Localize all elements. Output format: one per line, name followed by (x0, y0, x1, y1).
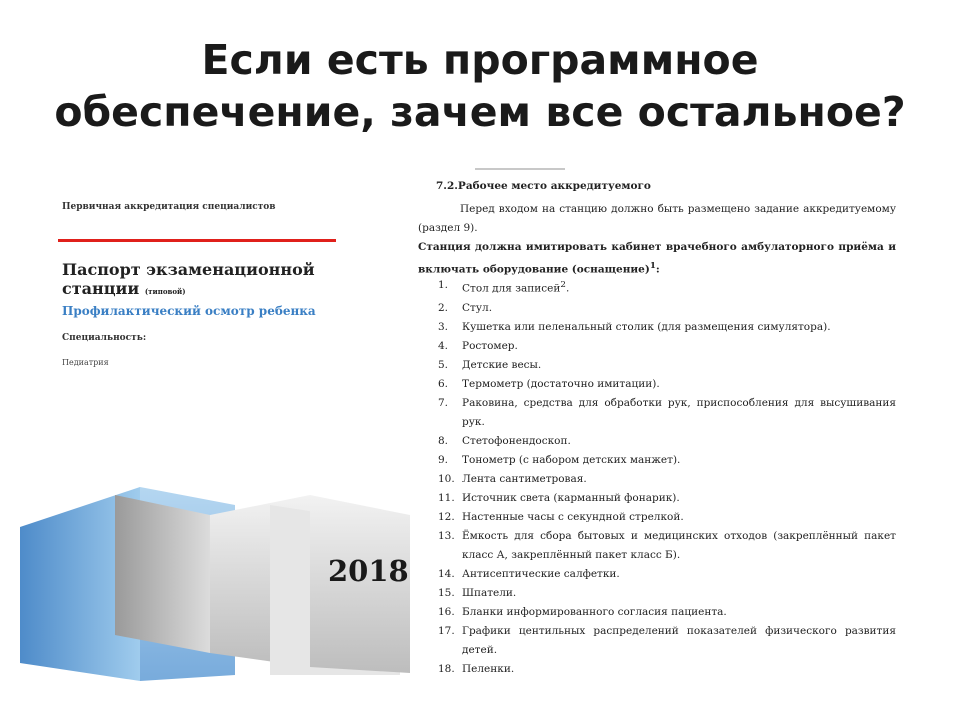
document-page (410, 168, 900, 675)
equipment-item-number: 12. (438, 510, 455, 523)
equipment-item (438, 451, 896, 470)
equipment-item (438, 470, 896, 489)
equipment-item (438, 527, 896, 565)
document-bold-end: : (655, 263, 660, 276)
equipment-item-text (462, 565, 896, 584)
equipment-item-number: 8. (438, 434, 449, 447)
equipment-item-number: 6. (438, 377, 449, 390)
equipment-item-text (462, 375, 896, 394)
equipment-item (438, 432, 896, 451)
equipment-item-text (462, 489, 896, 508)
equipment-item-text (462, 432, 896, 451)
equipment-item-label: Детские весы. (462, 358, 542, 371)
equipment-item-number: 15. (438, 586, 455, 599)
equipment-item-number: 10. (438, 472, 455, 485)
equipment-item-text (462, 318, 896, 337)
document-intro: Перед входом на станцию должно быть размещено задание аккредитуемому (раздел 9). (418, 203, 896, 234)
equipment-item-text (462, 337, 896, 356)
document-footnote-ref: 1 (649, 261, 656, 271)
equipment-item-label: Стол для записей (462, 282, 561, 295)
equipment-item (438, 565, 896, 584)
cover-heading-line-1: Паспорт экзаменационной (62, 260, 315, 279)
equipment-item (438, 276, 896, 299)
cover-heading-typical: (типовой) (144, 287, 186, 296)
equipment-item (438, 299, 896, 318)
cover-heading-station: станции (62, 279, 140, 298)
cover-organization: Первичная аккредитация специалистов (62, 202, 276, 212)
equipment-list (438, 276, 896, 679)
equipment-item-label: Стетофонендоскоп. (462, 434, 571, 447)
equipment-item-text (462, 276, 896, 299)
equipment-item-text (462, 660, 896, 679)
equipment-item-text (462, 394, 896, 432)
document-bold-statement (418, 238, 896, 280)
equipment-item-label: Ростомер. (462, 339, 518, 352)
cover-specialty-label: Специальность: (62, 333, 147, 343)
equipment-item-label: Раковина, средства для обработки рук, приспособления для высушивания рук. (462, 396, 896, 428)
passport-cover (20, 170, 410, 690)
equipment-item-text (462, 508, 896, 527)
equipment-item-label: Шпатели. (462, 586, 517, 599)
equipment-item (438, 660, 896, 679)
equipment-item (438, 394, 896, 432)
equipment-item-text (462, 299, 896, 318)
equipment-item-label: Тонометр (с набором детских манжет). (462, 453, 681, 466)
document-section-heading: 7.2.Рабочее место аккредитуемого (436, 180, 651, 192)
equipment-item (438, 337, 896, 356)
equipment-item (438, 375, 896, 394)
slide-title-line-2: обеспечение, зачем все остальное? (54, 88, 906, 136)
equipment-item-text (462, 584, 896, 603)
equipment-item-text (462, 356, 896, 375)
equipment-item-text (462, 603, 896, 622)
equipment-item-number: 13. (438, 529, 455, 542)
equipment-item-footnote-ref: 2 (560, 280, 566, 290)
equipment-item-text (462, 451, 896, 470)
equipment-item-label: Бланки информированного согласия пациента. (462, 605, 727, 618)
equipment-item-label: Кушетка или пеленальный столик (для размещения симулятора). (462, 320, 831, 333)
cover-subtitle: Профилактический осмотр ребенка (62, 304, 316, 318)
equipment-item-label: Пеленки. (462, 662, 515, 675)
equipment-item-text (462, 470, 896, 489)
equipment-item-text (462, 622, 896, 660)
equipment-item-label: Графики центильных распределений показателей физического развития детей. (462, 624, 896, 656)
equipment-item-number: 7. (438, 396, 449, 409)
cover-heading-line-2 (62, 279, 315, 301)
slide-title-line-1: Если есть программное (201, 36, 759, 84)
document-top-rule (475, 168, 565, 170)
cover-specialty-value: Педиатрия (62, 358, 109, 367)
equipment-item (438, 622, 896, 660)
equipment-item-label: Стул. (462, 301, 493, 314)
equipment-item (438, 489, 896, 508)
equipment-item-number: 11. (438, 491, 455, 504)
equipment-item-number: 16. (438, 605, 455, 618)
equipment-item-number: 3. (438, 320, 449, 333)
equipment-item-text (462, 527, 896, 565)
equipment-item-end: . (565, 282, 570, 295)
cover-year: 2018 (328, 554, 409, 588)
equipment-item-number: 5. (438, 358, 449, 371)
cover-heading (62, 260, 315, 301)
equipment-item-label: Ёмкость для сбора бытовых и медицинских отходов (закреплённый пакет класс А, закреплённый пакет класс Б). (462, 529, 896, 561)
cover-red-rule (58, 239, 336, 242)
equipment-item-number: 2. (438, 301, 449, 314)
equipment-item-number: 17. (438, 624, 455, 637)
equipment-item-label: Антисептические салфетки. (462, 567, 620, 580)
equipment-item (438, 603, 896, 622)
equipment-item-label: Настенные часы с секундной стрелкой. (462, 510, 684, 523)
equipment-item (438, 584, 896, 603)
equipment-item-number: 1. (438, 279, 449, 291)
equipment-item-number: 9. (438, 453, 449, 466)
equipment-item (438, 508, 896, 527)
equipment-item (438, 318, 896, 337)
document-bold-text: Станция должна имитировать кабинет врачебного амбулаторного приёма и включать оборудование (оснащение) (418, 241, 896, 276)
equipment-item-number: 14. (438, 567, 455, 580)
equipment-item-number: 4. (438, 339, 449, 352)
equipment-item-number: 18. (438, 662, 455, 675)
equipment-item-label: Источник света (карманный фонарик). (462, 491, 680, 504)
equipment-item-label: Лента сантиметровая. (462, 472, 587, 485)
slide-title (40, 34, 920, 138)
equipment-item (438, 356, 896, 375)
equipment-item-label: Термометр (достаточно имитации). (462, 377, 660, 390)
